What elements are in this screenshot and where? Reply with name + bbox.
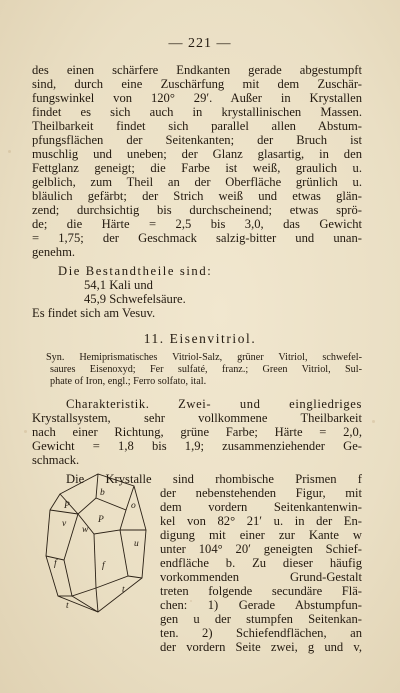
figure-label: v <box>62 519 67 529</box>
bestandtheile-heading: Die Bestandtheile sind: <box>58 264 213 278</box>
text-line: kel von 82° 21′ u. in der En- <box>160 514 362 528</box>
text-line: der nebenstehenden Figur, mit <box>160 486 362 500</box>
text-line: muschlig und uneben; der Glanz glasartig, in den <box>32 147 362 161</box>
text-line: genehm. <box>32 245 76 259</box>
figure-label: P <box>98 515 104 525</box>
figure-label: u <box>134 539 139 549</box>
text-line: findet es sich auch in krystallinischen Massen. <box>32 105 362 119</box>
page-number: — 221 — <box>168 36 232 51</box>
text-line: Theilbarkeit findet sich parallel allen Abstum- <box>32 119 362 133</box>
figure-label: w <box>82 525 89 535</box>
figure-label: f <box>54 559 57 569</box>
text-line: Die Krystalle sind rhombische Prismen f <box>66 472 362 486</box>
text-line: gelblich, zum Theil an der Oberfläche grünlich u. <box>32 175 362 189</box>
text-line: zend; durchsichtig bis durchscheinend; etwas sprö- <box>32 203 362 217</box>
figure-label: t <box>122 585 125 595</box>
text-line: bläulich gefärbt; der Strich weiß und etwas glän- <box>32 189 362 203</box>
figure-label: o <box>131 501 136 511</box>
text-line: de; die Härte = 2,5 bis 3,0, das Gewicht <box>32 217 362 231</box>
crystal-figure <box>38 468 156 616</box>
text-line: treten folgende secundäre Flä- <box>160 584 362 598</box>
text-line: schmack. <box>32 453 80 467</box>
bestandtheil-row: 54,1 Kali und <box>84 278 153 292</box>
text-line: dem vordern Seitenkantenwin- <box>160 500 362 514</box>
text-line: Charakteristik. Zwei- und eingliedriges <box>66 397 362 411</box>
text-line: = 1,75; der Geschmack salzig-bitter und unan- <box>32 231 362 245</box>
figure-label: b <box>100 488 105 498</box>
text-line: Fettglanz geneigt; die Farbe ist weiß, graulich u. <box>32 161 362 175</box>
text-line: digung mit einer zur Kante w <box>160 528 362 542</box>
text-line: endfläche b. Zu dieser häufig <box>160 556 362 570</box>
figure-label: f <box>102 561 105 571</box>
text-line: Gewicht = 1,8 bis 1,9; zusammenziehender Ge- <box>32 439 362 453</box>
synonym-line: phate of Iron, engl.; Ferro solfato, ital. <box>50 376 207 387</box>
text-line: der vordern Seite zwei, g und v, <box>160 640 362 654</box>
figure-label: P <box>64 501 70 511</box>
text-line: unter 104° 20′ geneigten Schief- <box>160 542 362 556</box>
synonym-line: Syn. Hemiprismatisches Vitriol-Salz, grüner Vitriol, schwefel- <box>46 352 362 363</box>
synonym-line: saures Eisenoxyd; Fer sulfaté, franz.; Green Vitriol, Sul- <box>50 364 362 375</box>
locality-line: Es findet sich am Vesuv. <box>32 306 156 320</box>
text-line: vorkommenden Grund-Gestalt <box>160 570 362 584</box>
figure-label: t <box>66 601 69 611</box>
text-line: gen u der stumpfen Seitenkan- <box>160 612 362 626</box>
text-line: chen: 1) Gerade Abstumpfun- <box>160 598 362 612</box>
text-line: sind, durch eine Zuschärfung mit dem Zuschär- <box>32 77 362 91</box>
section-heading: 11. Eisenvitriol. <box>143 331 257 346</box>
bestandtheil-row: 45,9 Schwefelsäure. <box>84 292 186 306</box>
text-line: fungswinkel von 120° 29′. Außer in Krystallen <box>32 91 362 105</box>
text-line: Krystallsystem, sehr vollkommene Theilbarkeit <box>32 411 362 425</box>
text-line: des einen schärfere Endkanten gerade abgestumpft <box>32 63 362 77</box>
text-line: ten. 2) Schiefendflächen, an <box>160 626 362 640</box>
text-line: pfungsflächen der Seitenkanten; der Bruch ist <box>32 133 362 147</box>
text-line: nach einer Richtung, grüne Farbe; Härte = 2,0, <box>32 425 362 439</box>
